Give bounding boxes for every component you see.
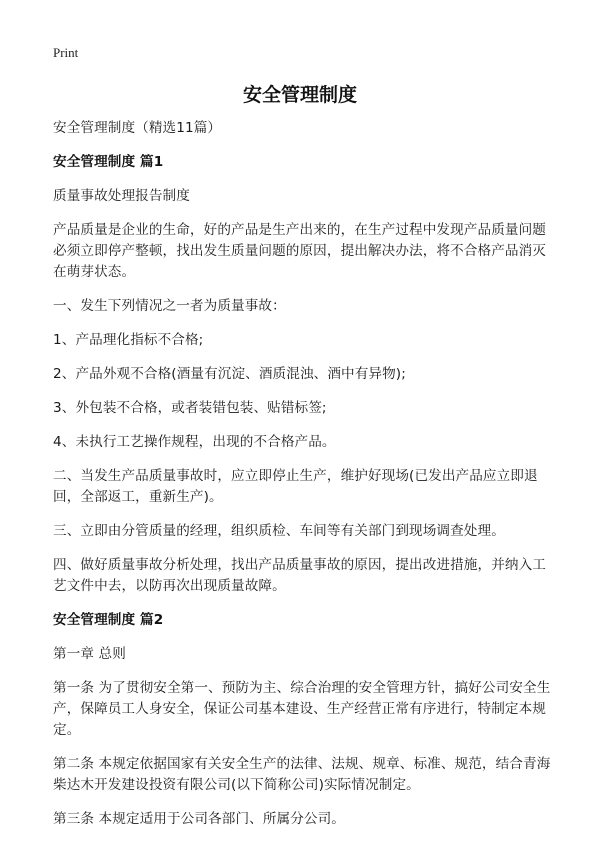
list-item: 1、产品理化指标不合格; bbox=[53, 332, 204, 348]
paragraph: 四、做好质量事故分析处理，找出产品质量事故的原因，提出改进措施，并纳入工艺文件中去，以防再次出现质量故障。 bbox=[53, 557, 546, 594]
paragraph: 三、立即由分管质量的经理，组织质检、车间等有关部门到现场调查处理。 bbox=[53, 523, 505, 539]
paragraph: 产品质量是企业的生命，好的产品是生产出来的，在生产过程中发现产品质量问题必须立即停产整顿，找出发生质量问题的原因，提出解决办法，将不合格产品消灭在萌芽状态。 bbox=[53, 222, 546, 280]
chapter-heading: 第一章 总则 bbox=[53, 646, 126, 662]
paragraph: 质量事故处理报告制度 bbox=[53, 188, 190, 204]
section-heading-1: 安全管理制度 篇1 bbox=[53, 154, 164, 170]
paragraph: 二、当发生产品质量事故时，应立即停止生产，维护好现场(已发出产品应立即退回，全部返工，重新生产)。 bbox=[53, 468, 538, 505]
article-paragraph: 第二条 本规定依据国家有关安全生产的法律、法规、规章、标准、规范，结合青海柴达木开发建设投资有限公司(以下简称公司)实际情况制定。 bbox=[53, 756, 551, 793]
list-item: 3、外包装不合格，或者装错包装、贴错标签; bbox=[53, 400, 327, 416]
list-item: 2、产品外观不合格(酒量有沉淀、酒质混浊、酒中有异物); bbox=[53, 366, 406, 382]
paragraph: 一、发生下列情况之一者为质量事故： bbox=[53, 298, 286, 314]
subtitle-paragraph: 安全管理制度（精选11篇） bbox=[53, 120, 222, 136]
print-label: Print bbox=[53, 45, 79, 60]
article-paragraph: 第一条 为了贯彻安全第一、预防为主、综合治理的安全管理方针，搞好公司安全生产，保障员工人身安全，保证公司基本建设、生产经营正常有序进行，特制定本规定。 bbox=[53, 680, 551, 738]
document-title: 安全管理制度 bbox=[242, 84, 357, 106]
document-body bbox=[53, 118, 553, 843]
section-heading-2: 安全管理制度 篇2 bbox=[53, 612, 164, 628]
article-paragraph: 第三条 本规定适用于公司各部门、所属分公司。 bbox=[53, 811, 345, 827]
list-item: 4、未执行工艺操作规程，出现的不合格产品。 bbox=[53, 434, 336, 450]
